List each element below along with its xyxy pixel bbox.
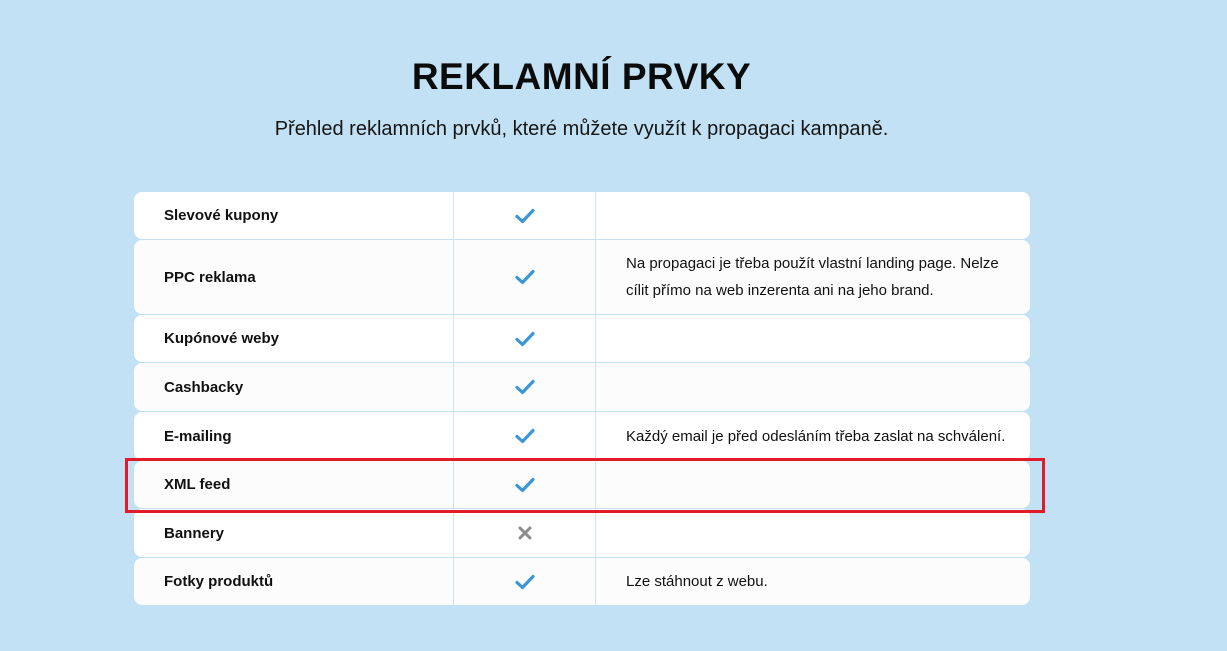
row-name: PPC reklama xyxy=(134,240,454,314)
row-name: Bannery xyxy=(134,509,454,557)
row-status xyxy=(454,558,596,605)
table-row xyxy=(134,315,1030,362)
check-icon xyxy=(515,331,535,347)
row-note xyxy=(596,509,1030,557)
page-title: REKLAMNÍ PRVKY xyxy=(411,56,752,97)
row-name: Cashbacky xyxy=(134,363,454,411)
ad-elements-table xyxy=(134,192,1030,606)
row-status xyxy=(454,363,596,411)
row-status xyxy=(454,509,596,557)
row-note xyxy=(596,315,1030,362)
row-status xyxy=(454,461,596,508)
table-row xyxy=(134,363,1030,411)
row-name: Kupónové weby xyxy=(134,315,454,362)
row-note: Na propagaci je třeba použít vlastní landing page. Nelze cílit přímo na web inzerenta ani na jeho brand. xyxy=(626,255,999,299)
check-icon xyxy=(515,477,535,493)
row-status xyxy=(454,315,596,362)
row-status xyxy=(454,412,596,460)
table-row xyxy=(134,412,1030,460)
table-row xyxy=(134,240,1030,314)
check-icon xyxy=(515,379,535,395)
row-status xyxy=(454,240,596,314)
row-name: Fotky produktů xyxy=(134,558,454,605)
row-name: E-mailing xyxy=(134,412,454,460)
row-note xyxy=(596,192,1030,239)
page-subtitle: Přehled reklamních prvků, které můžete využít k propagaci kampaně. xyxy=(274,118,889,140)
check-icon xyxy=(515,574,535,590)
check-icon xyxy=(515,428,535,444)
table-row xyxy=(134,192,1030,239)
table-row xyxy=(134,558,1030,605)
table-row xyxy=(134,509,1030,557)
row-name: Slevové kupony xyxy=(134,192,454,239)
check-icon xyxy=(515,208,535,224)
row-note: Lze stáhnout z webu. xyxy=(626,573,768,590)
row-note xyxy=(596,363,1030,411)
row-note xyxy=(596,461,1030,508)
cross-icon xyxy=(518,526,532,540)
check-icon xyxy=(515,269,535,285)
table-row xyxy=(134,461,1030,508)
row-status xyxy=(454,192,596,239)
row-note: Každý email je před odesláním třeba zaslat na schválení. xyxy=(626,427,1006,445)
row-name: XML feed xyxy=(134,461,454,508)
